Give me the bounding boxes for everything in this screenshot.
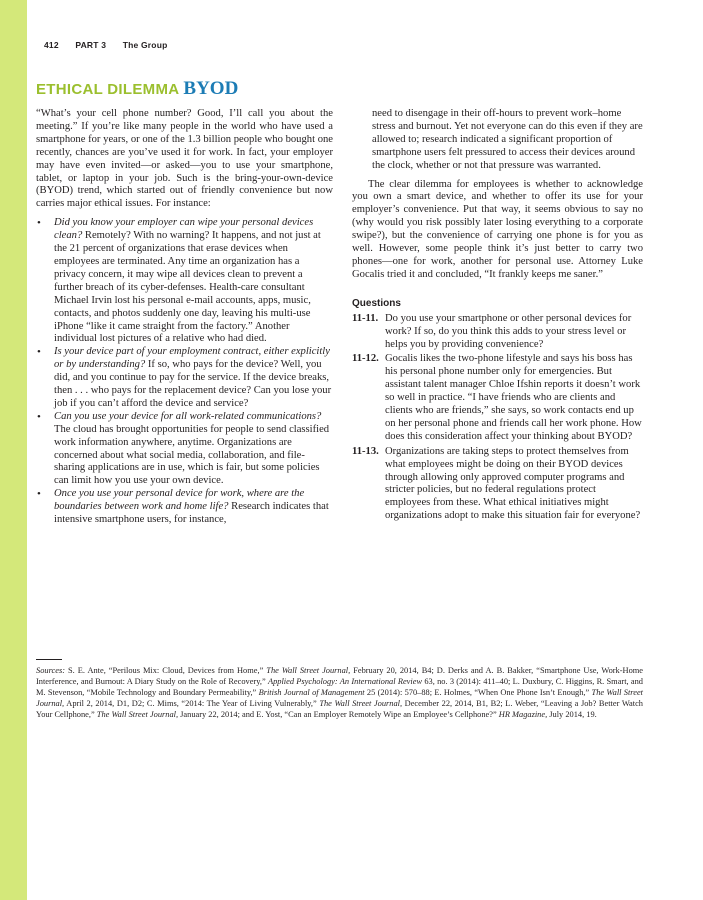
question-text: Do you use your smartphone or other personal devices for work? If so, do you think this adds to your stress level or helps you by providing convenience? — [385, 312, 632, 350]
source-title: The Wall Street Journal, — [36, 687, 644, 708]
closing-paragraph: The clear dilemma for employees is whether to acknowledge you own a smart device, and whether to offer its use for your employer’s convenience. Put that way, it seems obvious to say no (why would you risk possibly later losing everything to a corporate swipe?), but the convenience of carrying one phone is for you as well. However, some people think it’s just better to carry two phones—one for work, another for personal use. Attorney Luke Gocalis tried it and concluded, “It frankly keeps me saner.” — [352, 178, 643, 280]
bullet-item — [36, 217, 333, 346]
question-number: 11-13. — [352, 445, 379, 457]
source-title: British Journal of Management — [258, 687, 365, 697]
source-text-run: 25 (2014): 570–88; E. Holmes, “When One Phone Isn’t Enough,” — [364, 687, 592, 697]
source-title: HR Magazine, — [498, 709, 548, 719]
running-head — [44, 40, 182, 50]
source-title: Applied Psychology: An International Review — [267, 676, 423, 686]
sources-text — [36, 666, 643, 719]
question-number: 11-12. — [352, 353, 379, 365]
source-text-run: December 22, 2014, B1, B2; L. Weber, “Leaving a Job? Better Watch Your Cellphone,” — [36, 698, 643, 719]
bullet-question: Is your device part of your employment contract, either explicitly or by understanding? — [54, 346, 330, 371]
bullet-item — [36, 411, 333, 488]
bullet-list — [36, 217, 333, 527]
title-prefix: ETHICAL DILEMMA — [36, 81, 180, 98]
bullet-item — [36, 346, 333, 411]
source-title: The Wall Street Journal, — [96, 709, 179, 719]
left-column — [36, 108, 333, 527]
questions-heading: Questions — [352, 297, 401, 309]
source-text-run: April 2, 2014, D1, D2; C. Mims, “2014: The Year of Living Vulnerably,” — [64, 698, 320, 708]
source-text-run: January 22, 2014; and E. Yost, “Can an Employer Remotely Wipe an Employee’s Cellphone?” — [178, 709, 499, 719]
bullet-text: Remotely? With no warning? It happens, and not just at the 21 percent of organizations that erase devices when employees are terminated. Any time an organization has a privacy concern, it may wipe all devices clean to prevent a further breach of its cyber-defenses. Health-care consultant Michael Irvin lost his personal e-mail accounts, apps, music, contacts, and photos suddenly one day, leaving his multi-use iPhone “like it came straight from the factory.” Another individual lost pictures of a relative who had died. — [54, 230, 321, 345]
source-text-run: July 2014, 19. — [547, 709, 597, 719]
bullet-question: Once you use your personal device for work, where are the boundaries between work and home life? — [54, 488, 305, 513]
left-color-bar — [0, 0, 27, 900]
source-text-run: S. E. Ante, “Perilous Mix: Cloud, Devices from Home,” — [65, 666, 267, 675]
bullet-continuation: need to disengage in their off-hours to prevent work–home stress and burnout. Yet not everyone can do this even if they are allowed to; research indicated a significant proportion of smartphone users felt pressured to access their devices around the clock, whether or not that pressure was warranted. — [372, 108, 643, 171]
question-number: 11-11. — [352, 312, 379, 324]
right-column — [352, 108, 643, 523]
bullet-text: If so, who pays for the device? Well, you did, and you continue to pay for the service. If the device breaks, then . . . who pays for the replacement device? Can you lose your job if you can’t afford the device and service? — [54, 359, 332, 409]
question-text: Organizations are taking steps to protect themselves from what employees might be doing on their BYOD devices through allowing only approved computer programs and stricter policies, but no federal regulations protect employees from these. What ethical initiatives might organizations adopt to make this situation fair for everyone? — [385, 445, 641, 522]
source-title: The Wall Street Journal, — [319, 698, 403, 708]
footnote-rule — [36, 659, 62, 660]
source-text-run: 63, no. 3 (2014): 411–40; L. Duxbury, C. Higgins, R. Smart, and M. Stevenson, “Mobile Technology and Boundary Permeability,” — [36, 676, 643, 697]
sources-label: Sources: — [36, 666, 65, 675]
title-main: BYOD — [183, 78, 239, 99]
source-text-run: February 20, 2014, B4; D. Derks and A. B. Bakker, “Smartphone Use, Work-Home Interference, and Burnout: A Diary Study on the Role of Recovery,” — [36, 666, 643, 686]
question-item — [352, 313, 643, 352]
part-label: PART 3 — [75, 40, 107, 50]
intro-paragraph: “What’s your cell phone number? Good, I’ll call you about the meeting.” If you’re like many people in the world who have used a smartphone for years, or one of the 1.3 billion people who bought one recently, chances are you’ve used it for work. In fact, your employer may have even invited—or asked—you to use your smartphone, tablet, or laptop in your job. Such is the bring-your-own-device (BYOD) trend, which started out of friendly convenience but now carries major ethical issues. For instance: — [36, 108, 333, 210]
question-item — [352, 446, 643, 523]
question-item — [352, 353, 643, 443]
section-label: The Group — [122, 40, 168, 50]
question-text: Gocalis likes the two-phone lifestyle and says his boss has his personal phone number only for emergencies. But assistant talent manager Chloe Ifshin reports it doesn’t work so well in practice. “I have friends who are clients and clients who are friends,” she says, so work contacts end up on her personal phone and friends call her work phone. How does this consideration affect your thinking about BYOD? — [385, 353, 642, 442]
bullet-question: Did you know your employer can wipe your personal devices clean? — [54, 217, 314, 242]
page-number: 412 — [44, 40, 59, 50]
bullet-text: Research indicates that intensive smartphone users, for instance, — [54, 501, 329, 526]
bullet-item — [36, 488, 333, 527]
page-title — [36, 78, 238, 100]
sources-footnote — [36, 666, 643, 721]
source-title: The Wall Street Journal, — [266, 666, 351, 675]
bullet-text: The cloud has brought opportunities for people to send classified work information anywhere, anytime. Organizations are concerned about what social media, collaboration, and file-sharing applications are in use, which is fair, but some policies can limit how you use your own device. — [54, 423, 330, 487]
bullet-question: Can you use your device for all work-related communications? — [54, 410, 322, 422]
